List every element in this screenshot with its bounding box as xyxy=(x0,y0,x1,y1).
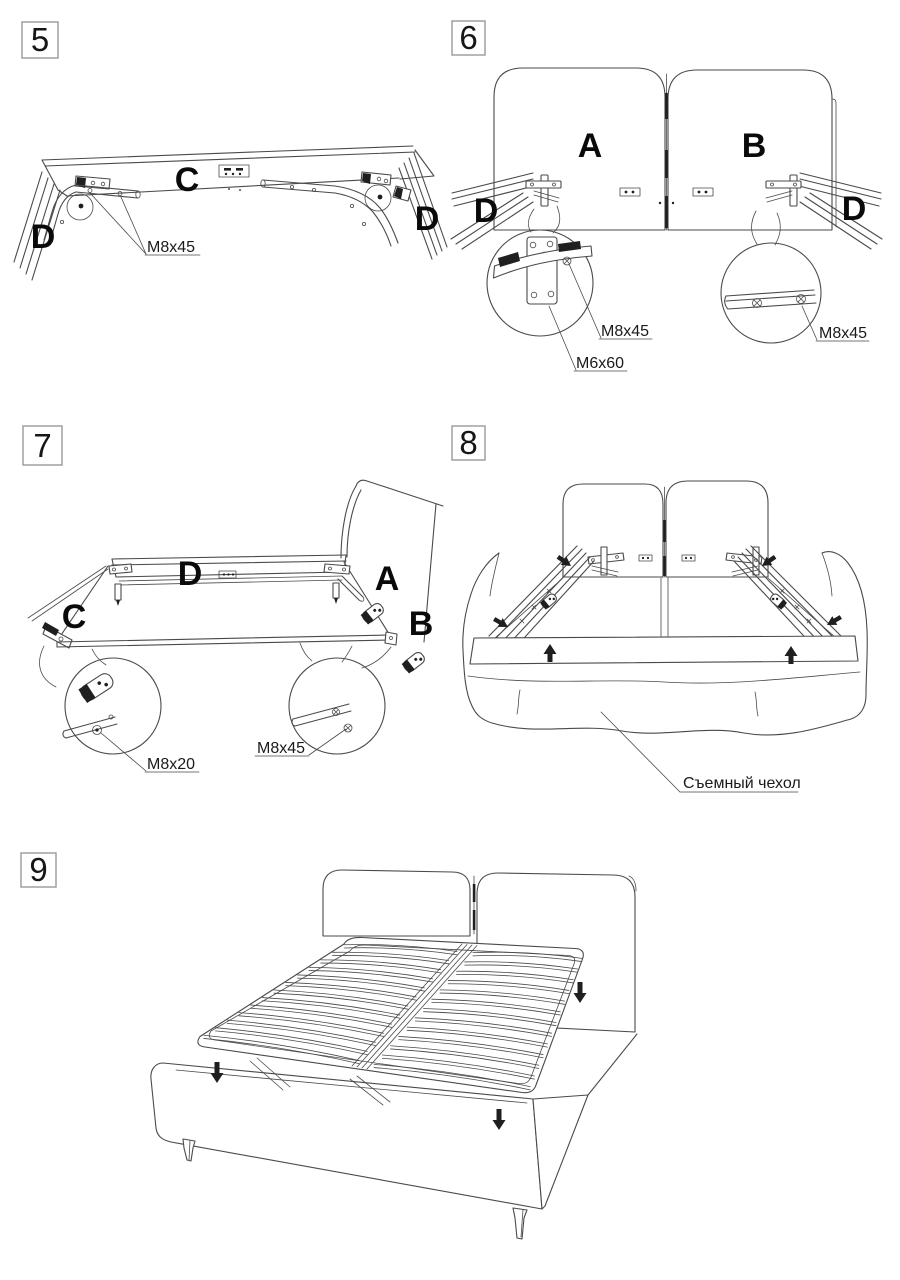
rail-screw-callout xyxy=(802,306,869,342)
label-part-d-right: D xyxy=(414,200,440,238)
step-8-panel xyxy=(450,410,900,845)
step5-number: 5 xyxy=(30,21,50,58)
step8-number: 8 xyxy=(459,424,478,461)
callout-cover-label: Съемный чехол xyxy=(683,775,801,792)
step-6-panel xyxy=(450,0,900,410)
step7-number: 7 xyxy=(33,427,52,464)
step7-number-box xyxy=(23,426,62,465)
label-part-d-left: D xyxy=(473,192,499,230)
label-part-b: B xyxy=(408,605,434,643)
label-part-c: C xyxy=(61,598,87,636)
step-7-panel xyxy=(0,410,450,845)
step6-number-box xyxy=(452,19,485,56)
callout-m8x45: M8x45 xyxy=(257,740,306,757)
step5-number-box xyxy=(22,21,58,58)
slat-base-drawing xyxy=(198,937,583,1092)
side-screw-callout xyxy=(255,729,346,757)
label-part-d: D xyxy=(177,555,203,593)
rail-b-drawing xyxy=(57,632,397,647)
step-5-panel xyxy=(0,0,450,410)
rail-d-drawing xyxy=(112,555,346,585)
callout-m6x60: M6x60 xyxy=(576,355,625,372)
detail-circle-front xyxy=(40,646,161,754)
callout-m8x45-left: M8x45 xyxy=(601,323,650,340)
cover-callout xyxy=(601,712,801,792)
label-part-a: A xyxy=(577,127,603,165)
front-rail xyxy=(470,636,858,664)
front-screw-callout xyxy=(101,733,199,773)
label-part-c: C xyxy=(174,161,200,199)
step6-diagram xyxy=(450,0,900,410)
step5-diagram xyxy=(0,0,450,410)
barrel-nut-b xyxy=(402,650,427,673)
label-part-a: A xyxy=(374,560,400,598)
step9-number: 9 xyxy=(29,851,48,888)
step8-number-box xyxy=(452,424,485,461)
callout-m8x20: M8x20 xyxy=(147,756,196,773)
step9-number-box xyxy=(21,851,56,888)
detail-circle-side xyxy=(289,643,391,754)
step7-diagram xyxy=(0,410,450,845)
step8-diagram xyxy=(450,410,900,845)
screw-callout xyxy=(90,193,200,256)
step9-diagram xyxy=(0,845,900,1280)
label-part-b: B xyxy=(741,127,767,165)
corner-screw-callout xyxy=(569,264,652,340)
callout-m8x45-right: M8x45 xyxy=(819,325,868,342)
detail-circle-rail xyxy=(721,211,821,343)
callout-m8x45: M8x45 xyxy=(147,239,196,256)
label-part-d-right: D xyxy=(841,190,867,228)
step-9-panel xyxy=(0,845,900,1280)
step6-number: 6 xyxy=(459,19,478,56)
label-part-d-left: D xyxy=(30,218,56,256)
corner-bracket-right xyxy=(261,172,411,246)
